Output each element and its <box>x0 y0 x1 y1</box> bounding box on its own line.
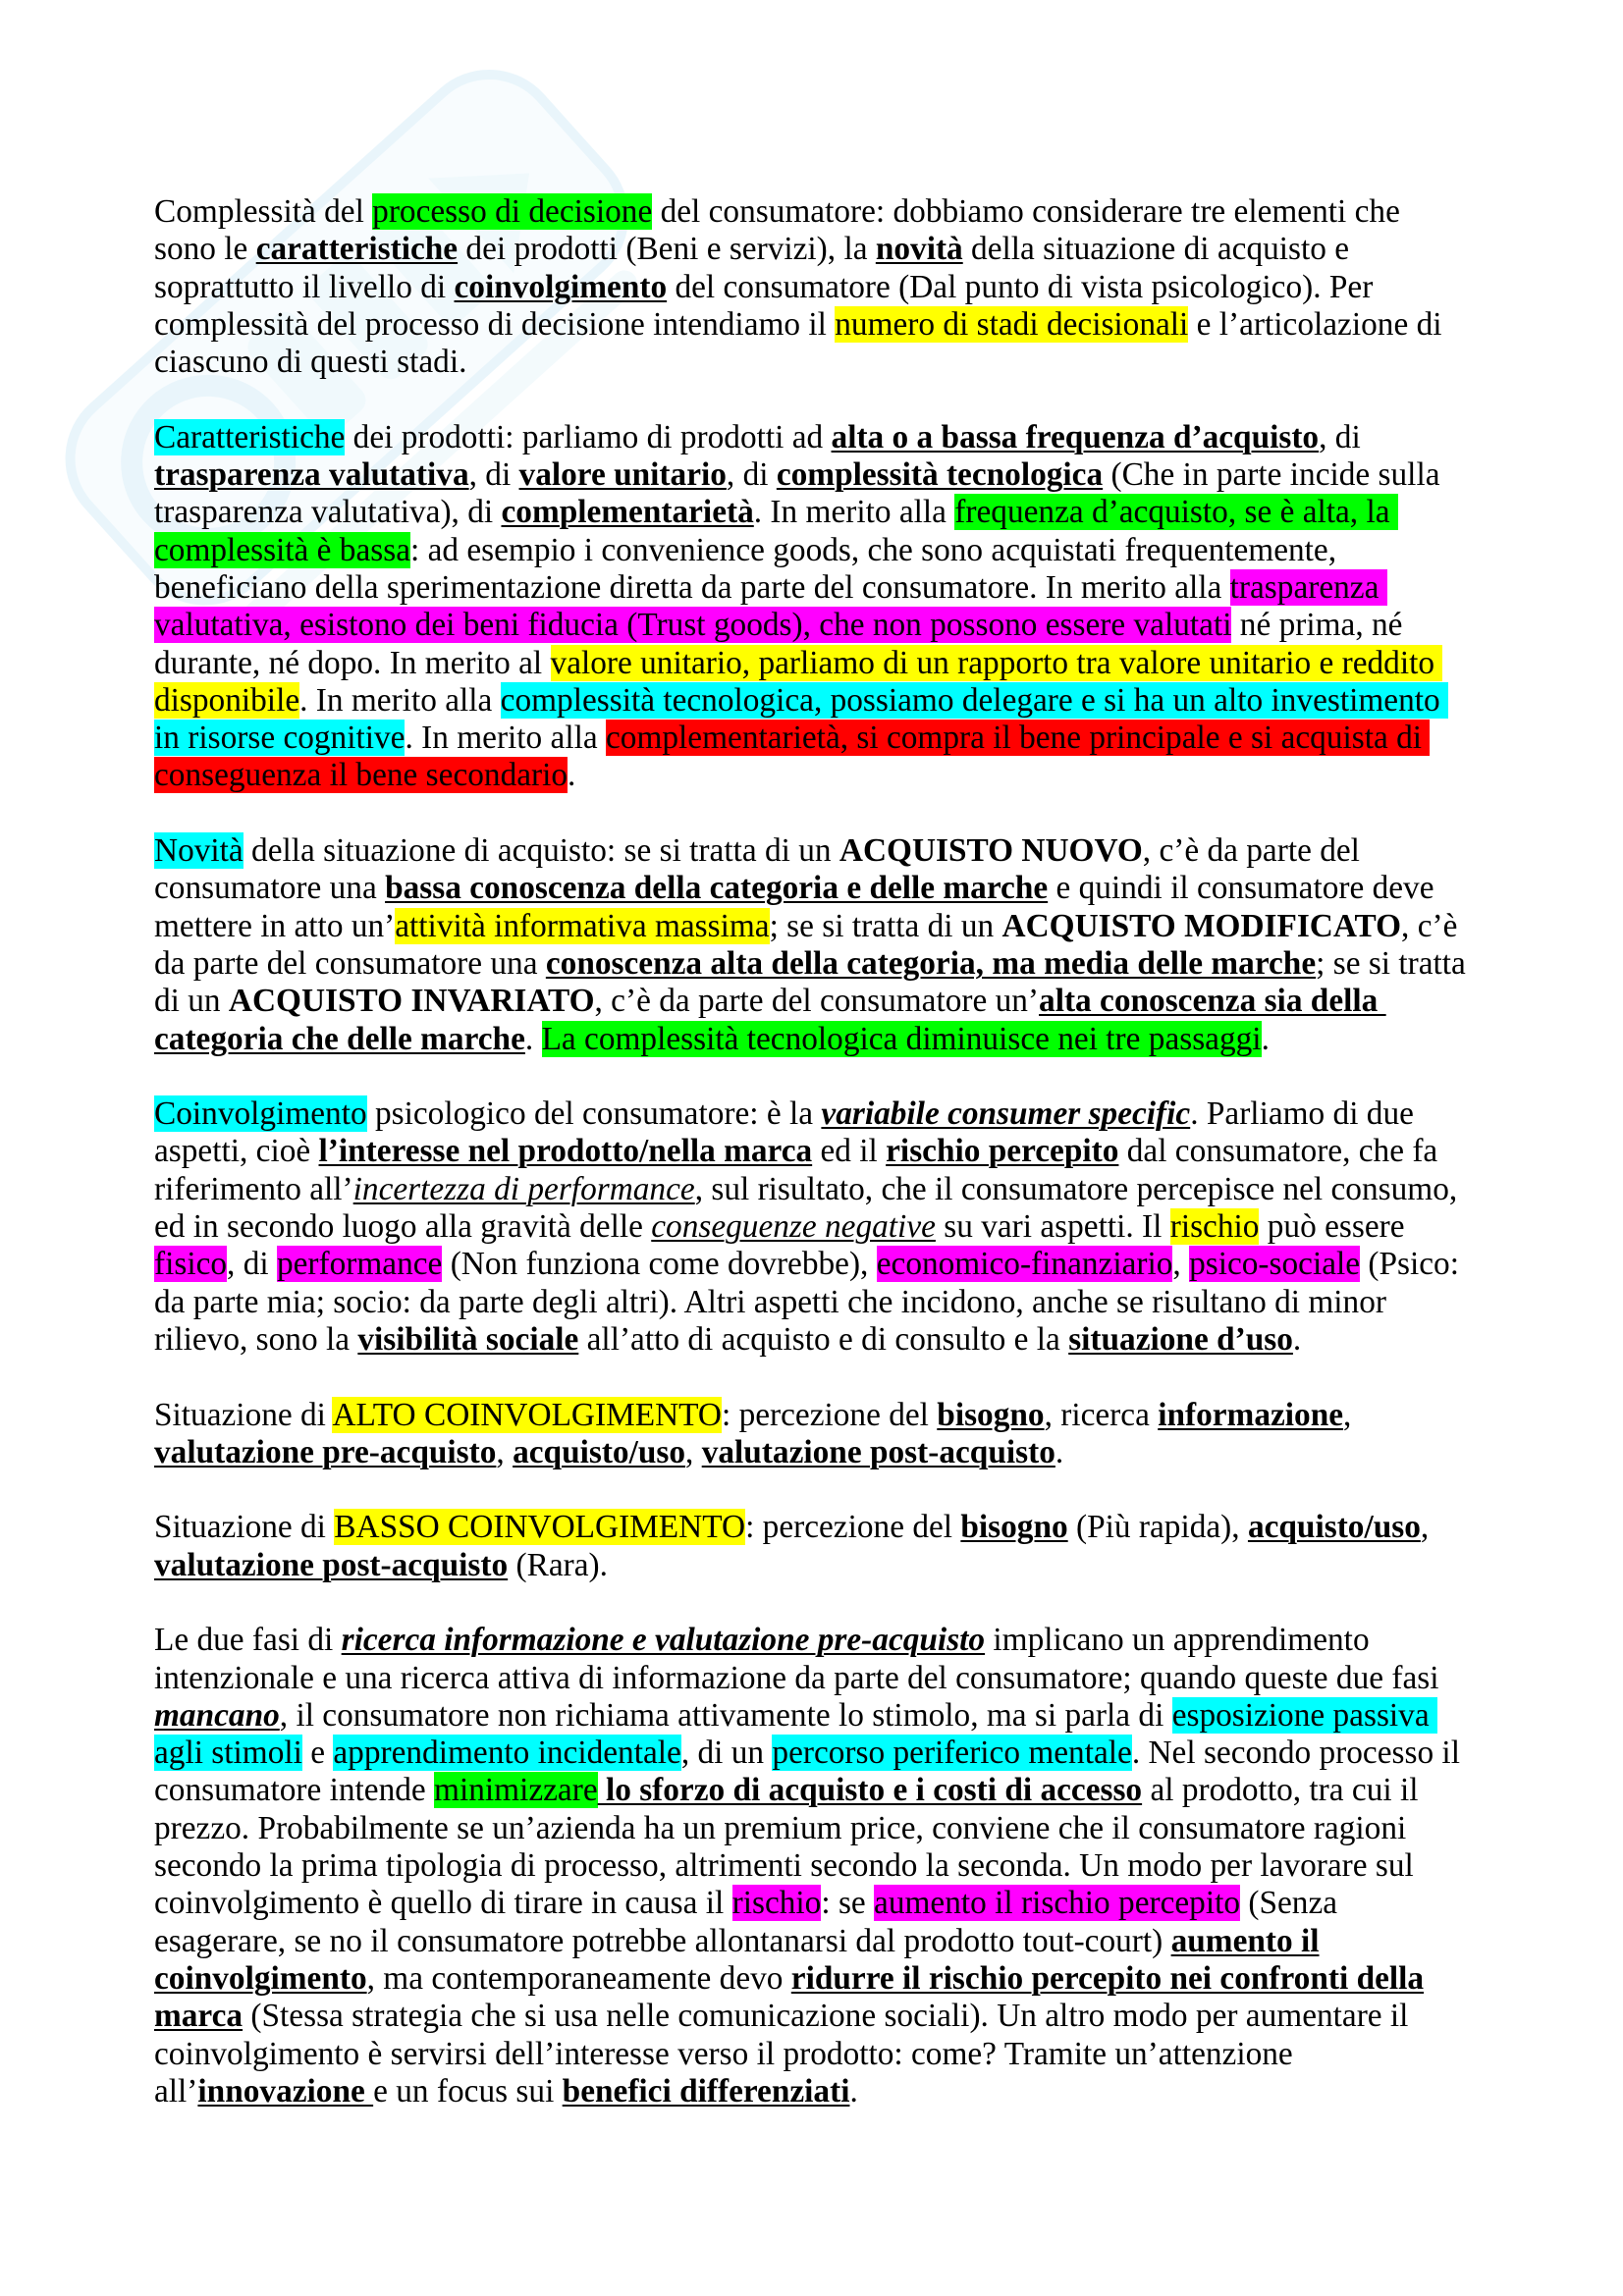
underlined-emphasis-text: valutazione post-acquisto <box>701 1433 1055 1470</box>
underlined-emphasis-text: acquisto/uso <box>513 1433 686 1470</box>
text-run: , c’è <box>1401 907 1458 944</box>
highlighted-text: valore unitario, parliamo di un rapporto tra valore unitario e reddito <box>550 644 1443 681</box>
text-run: Le due fasi di <box>154 1622 342 1659</box>
underlined-emphasis-text: lo sforzo di acquisto e i costi di accesso <box>597 1772 1143 1809</box>
text-line <box>154 1208 1469 1246</box>
underlined-emphasis-text: bisogno <box>960 1509 1068 1546</box>
text-run: durante, né dopo. In merito al <box>154 644 551 681</box>
text-run: coinvolgimento è servirsi dell’interesse verso il prodotto: come? Tramite un’attenzione <box>154 2035 1293 2072</box>
text-run: e l’articolazione di <box>1188 305 1442 343</box>
text-run: Situazione di <box>154 1509 335 1546</box>
underlined-emphasis-text: aumento il <box>1170 1922 1320 1959</box>
text-run: intenzionale e una ricerca attiva di informazione da parte del consumatore; quando queste due fasi <box>154 1659 1439 1696</box>
text-line <box>154 1923 1469 1960</box>
bold-text: ACQUISTO MODIFICATO <box>1001 907 1402 944</box>
underlined-emphasis-text: situazione d’uso <box>1068 1320 1293 1358</box>
text-run: ciascuno di questi stadi. <box>154 344 467 381</box>
text-run: : ad esempio i convenience goods, che sono acquistati frequentemente, <box>410 531 1337 568</box>
text-run: secondo la prima tipologia di processo, altrimenti secondo la seconda. Un modo per lavorare sul <box>154 1847 1414 1885</box>
text-run: mettere in atto un’ <box>154 907 396 944</box>
bold-text: ACQUISTO INVARIATO <box>228 983 595 1020</box>
highlighted-text: percorso periferico mentale <box>772 1735 1132 1772</box>
highlighted-text: trasparenza <box>1229 568 1387 606</box>
underlined-emphasis-text: coinvolgimento <box>154 1959 367 1997</box>
text-line <box>154 870 1469 907</box>
text-run: . <box>524 1020 542 1057</box>
text-run: : percezione del <box>721 1396 938 1433</box>
text-line <box>154 945 1469 983</box>
text-run: . <box>1261 1020 1270 1057</box>
highlighted-text: BASSO COINVOLGIMENTO <box>334 1509 746 1546</box>
text-run: riferimento all’ <box>154 1170 353 1207</box>
text-run: , <box>1343 1396 1352 1433</box>
text-run: , c’è da parte del consumatore un’ <box>594 983 1040 1020</box>
highlighted-text: valutativa, esistono dei beni fiducia (Trust goods), che non possono essere valutati <box>154 607 1232 644</box>
underlined-emphasis-text: complementarietà <box>501 494 754 531</box>
underlined-emphasis-text: marca <box>154 1998 243 2035</box>
text-run: . <box>1292 1320 1302 1358</box>
underlined-emphasis-text: valutazione pre-acquisto <box>154 1433 497 1470</box>
text-run: esagerare, se no il consumatore potrebbe allontanarsi dal prodotto tout-court) <box>154 1922 1171 1959</box>
text-run: beneficiano della sperimentazione diretta da parte del consumatore. In merito alla <box>154 568 1230 606</box>
text-run: all’ <box>154 2072 198 2109</box>
highlighted-text: numero di stadi decisionali <box>835 305 1189 343</box>
text-run: e quindi il consumatore deve <box>1048 870 1434 907</box>
bold-text: ACQUISTO NUOVO <box>839 832 1143 870</box>
text-line <box>154 832 1469 870</box>
underlined-emphasis-text: coinvolgimento <box>454 268 668 305</box>
paragraph <box>154 419 1469 795</box>
text-line <box>154 720 1469 757</box>
underlined-emphasis-text: variabile consumer specific <box>821 1095 1191 1133</box>
paragraph <box>154 193 1469 381</box>
underlined-emphasis-text: trasparenza valutativa <box>154 456 469 494</box>
text-run: su vari aspetti. Il <box>935 1208 1170 1246</box>
text-run: : se <box>821 1885 875 1922</box>
text-line <box>154 193 1469 231</box>
text-line <box>154 569 1469 607</box>
text-line <box>154 607 1469 644</box>
highlighted-text: in risorse cognitive <box>154 720 406 757</box>
text-run: della situazione di acquisto: se si tratta di un <box>243 832 839 870</box>
text-run: consumatore una <box>154 870 386 907</box>
text-run: ; se si tratta di un <box>769 907 1002 944</box>
text-run: , ma contemporaneamente devo <box>366 1959 791 1997</box>
text-line <box>154 306 1469 344</box>
text-run: dei prodotti (Beni e servizi), la <box>458 231 876 268</box>
highlighted-text: Caratteristiche <box>154 418 346 455</box>
underlined-emphasis-text: ricerca informazione e valutazione pre-acquisto <box>341 1622 986 1659</box>
text-run: . In merito alla <box>753 494 955 531</box>
text-line <box>154 1847 1469 1885</box>
highlighted-text: economico-finanziario <box>876 1246 1173 1283</box>
highlighted-text: rischio <box>1169 1208 1260 1246</box>
text-run: implicano un apprendimento <box>985 1622 1370 1659</box>
text-line <box>154 456 1469 494</box>
text-run: ed in secondo luogo alla gravità delle <box>154 1208 652 1246</box>
text-run: sono le <box>154 231 256 268</box>
highlighted-text: esposizione passiva <box>1171 1696 1437 1734</box>
text-run: consumatore intende <box>154 1772 435 1809</box>
highlighted-text: aumento il rischio percepito <box>874 1885 1241 1922</box>
text-run: . <box>1055 1433 1064 1470</box>
underlined-emphasis-text: informazione <box>1158 1396 1344 1433</box>
highlighted-text: conseguenza il bene secondario <box>154 757 568 794</box>
text-line <box>154 1509 1469 1546</box>
document-body <box>154 193 1469 2110</box>
underlined-emphasis-text: conoscenza alta della categoria, ma media delle marche <box>545 944 1317 982</box>
text-run: , <box>1172 1246 1190 1283</box>
text-run: psicologico del consumatore: è la <box>366 1095 822 1133</box>
text-run: , <box>496 1433 514 1470</box>
text-run: e <box>301 1735 334 1772</box>
paragraph <box>154 1509 1469 1584</box>
text-run: , il consumatore non richiama attivamente lo stimolo, ma si parla di <box>279 1696 1172 1734</box>
text-line <box>154 419 1469 456</box>
text-run: prezzo. Probabilmente se un’azienda ha un premium price, conviene che il consumatore ragioni <box>154 1809 1407 1846</box>
text-run: coinvolgimento è quello di tirare in causa il <box>154 1885 732 1922</box>
highlighted-text: fisico <box>154 1246 228 1283</box>
text-run: , di <box>726 456 777 494</box>
text-run: . In merito alla <box>405 720 606 757</box>
text-line <box>154 1622 1469 1659</box>
highlighted-text: performance <box>276 1246 443 1283</box>
text-line <box>154 1660 1469 1697</box>
highlighted-text: agli stimoli <box>154 1735 302 1772</box>
text-line <box>154 757 1469 794</box>
paragraph <box>154 1095 1469 1359</box>
text-run: . Parliamo di due <box>1190 1095 1414 1133</box>
highlighted-text: rischio <box>731 1885 822 1922</box>
text-run: complessità del processo di decisione intendiamo il <box>154 305 836 343</box>
text-run: Complessità del <box>154 193 373 230</box>
text-line <box>154 1547 1469 1584</box>
text-line <box>154 1397 1469 1434</box>
underlined-emphasis-text: alta conoscenza sia della <box>1039 983 1386 1020</box>
text-run: dal consumatore, che fa <box>1118 1133 1438 1170</box>
underlined-emphasis-text: mancano <box>154 1696 280 1734</box>
text-line <box>154 269 1469 306</box>
text-line <box>154 1321 1469 1359</box>
text-line <box>154 908 1469 945</box>
paragraph <box>154 1622 1469 2110</box>
paragraph <box>154 1397 1469 1472</box>
text-run: del consumatore (Dal punto di vista psicologico). Per <box>667 268 1374 305</box>
text-run: da parte mia; socio: da parte degli altri). Altri aspetti che incidono, anche se risultano di minor <box>154 1283 1386 1320</box>
underlined-emphasis-text: visibilità sociale <box>357 1320 579 1358</box>
text-run: dei prodotti: parliamo di prodotti ad <box>345 418 832 455</box>
underlined-emphasis-text: conseguenze negative <box>651 1208 936 1246</box>
text-run: (Psico: <box>1360 1246 1459 1283</box>
text-line <box>154 645 1469 682</box>
text-run: (Stessa strategia che si usa nelle comunicazione sociali). Un altro modo per aumentare il <box>243 1998 1409 2035</box>
text-line <box>154 1434 1469 1471</box>
text-run: di un <box>154 983 229 1020</box>
underlined-emphasis-text: valutazione post-acquisto <box>154 1546 509 1583</box>
underlined-emphasis-text: rischio percepito <box>886 1133 1119 1170</box>
highlighted-text: minimizzare <box>434 1772 598 1809</box>
highlighted-text: disponibile <box>154 681 300 719</box>
highlighted-text: complessità tecnologica, possiamo delegare e si ha un alto investimento <box>500 681 1448 719</box>
text-run: , <box>685 1433 702 1470</box>
text-line <box>154 1960 1469 1998</box>
text-run: ; se si tratta <box>1316 944 1466 982</box>
underlined-emphasis-text: bassa conoscenza della categoria e delle marche <box>385 870 1049 907</box>
text-run: (Che in parte incide sulla <box>1103 456 1440 494</box>
text-line <box>154 494 1469 531</box>
highlighted-text: La complessità tecnologica diminuisce nei tre passaggi <box>541 1020 1262 1057</box>
text-run: . In merito alla <box>299 681 501 719</box>
text-run: aspetti, cioè <box>154 1133 319 1170</box>
highlighted-text: ALTO COINVOLGIMENTO <box>332 1396 722 1433</box>
text-line <box>154 344 1469 381</box>
text-run: (Non funziona come dovrebbe), <box>442 1246 877 1283</box>
highlighted-text: Novità <box>154 832 243 870</box>
underlined-emphasis-text: incertezza di performance <box>352 1170 695 1207</box>
text-run: all’atto di acquisto e di consulto e la <box>578 1320 1069 1358</box>
text-run: , di <box>1319 418 1361 455</box>
text-run: né prima, né <box>1231 607 1403 644</box>
text-run: (Più rapida), <box>1067 1509 1248 1546</box>
text-run: , di <box>227 1246 277 1283</box>
underlined-emphasis-text: caratteristiche <box>255 231 459 268</box>
text-line <box>154 1133 1469 1170</box>
text-line <box>154 2073 1469 2110</box>
text-run: ed il <box>812 1133 887 1170</box>
text-run: può essere <box>1259 1208 1405 1246</box>
text-line <box>154 2036 1469 2073</box>
text-line <box>154 532 1469 569</box>
text-run: . <box>568 757 576 794</box>
highlighted-text: complementarietà, si compra il bene principale e si acquista di <box>606 720 1431 757</box>
text-run: trasparenza valutativa), di <box>154 494 502 531</box>
text-line <box>154 1998 1469 2035</box>
highlighted-text: processo di decisione <box>372 193 653 230</box>
text-line <box>154 682 1469 720</box>
text-run: della situazione di acquisto e <box>962 231 1350 268</box>
text-run: (Senza <box>1240 1885 1338 1922</box>
text-line <box>154 983 1469 1020</box>
highlighted-text: attività informativa massima <box>395 907 770 944</box>
text-run: Situazione di <box>154 1396 333 1433</box>
underlined-emphasis-text: complessità tecnologica <box>776 456 1104 494</box>
text-run: soprattutto il livello di <box>154 268 455 305</box>
underlined-emphasis-text: novità <box>875 231 963 268</box>
text-line <box>154 231 1469 268</box>
text-run: . <box>849 2072 858 2109</box>
text-line <box>154 1246 1469 1283</box>
text-run: da parte del consumatore una <box>154 944 546 982</box>
underlined-emphasis-text: ridurre il rischio percepito nei confronti della <box>790 1959 1425 1997</box>
highlighted-text: complessità è bassa <box>154 531 410 568</box>
highlighted-text: apprendimento incidentale <box>333 1735 681 1772</box>
underlined-emphasis-text: valore unitario <box>518 456 727 494</box>
text-run: al prodotto, tra cui il <box>1142 1772 1419 1809</box>
highlighted-text: Coinvolgimento <box>154 1095 367 1133</box>
text-line <box>154 1885 1469 1922</box>
text-line <box>154 1772 1469 1809</box>
underlined-emphasis-text: categoria che delle marche <box>154 1020 525 1057</box>
text-line <box>154 1284 1469 1321</box>
text-line <box>154 1171 1469 1208</box>
text-run: . Nel secondo processo il <box>1131 1735 1460 1772</box>
text-run: rilievo, sono la <box>154 1320 358 1358</box>
text-run: , c’è da parte del <box>1142 832 1360 870</box>
text-run: : percezione del <box>745 1509 961 1546</box>
text-run: , <box>1420 1509 1430 1546</box>
underlined-emphasis-text: alta o a bassa frequenza d’acquisto <box>831 418 1320 455</box>
underlined-emphasis-text: benefici differenziati <box>562 2072 850 2109</box>
text-line <box>154 1095 1469 1133</box>
text-run: , sul risultato, che il consumatore percepisce nel consumo, <box>694 1170 1458 1207</box>
text-run: (Rara). <box>508 1546 608 1583</box>
text-run: e un focus sui <box>373 2072 563 2109</box>
paragraph <box>154 832 1469 1058</box>
underlined-emphasis-text: l’interesse nel prodotto/nella marca <box>318 1133 813 1170</box>
text-line <box>154 1810 1469 1847</box>
highlighted-text: psico-sociale <box>1189 1246 1361 1283</box>
underlined-emphasis-text: bisogno <box>937 1396 1045 1433</box>
text-line <box>154 1021 1469 1058</box>
text-run: , di un <box>680 1735 773 1772</box>
text-line <box>154 1735 1469 1772</box>
text-line <box>154 1697 1469 1735</box>
text-run: , ricerca <box>1044 1396 1159 1433</box>
underlined-emphasis-text: innovazione <box>197 2072 374 2109</box>
text-run: , di <box>468 456 519 494</box>
highlighted-text: frequenza d’acquisto, se è alta, la <box>954 494 1398 531</box>
underlined-emphasis-text: acquisto/uso <box>1247 1509 1421 1546</box>
text-run: del consumatore: dobbiamo considerare tre elementi che <box>652 193 1400 230</box>
